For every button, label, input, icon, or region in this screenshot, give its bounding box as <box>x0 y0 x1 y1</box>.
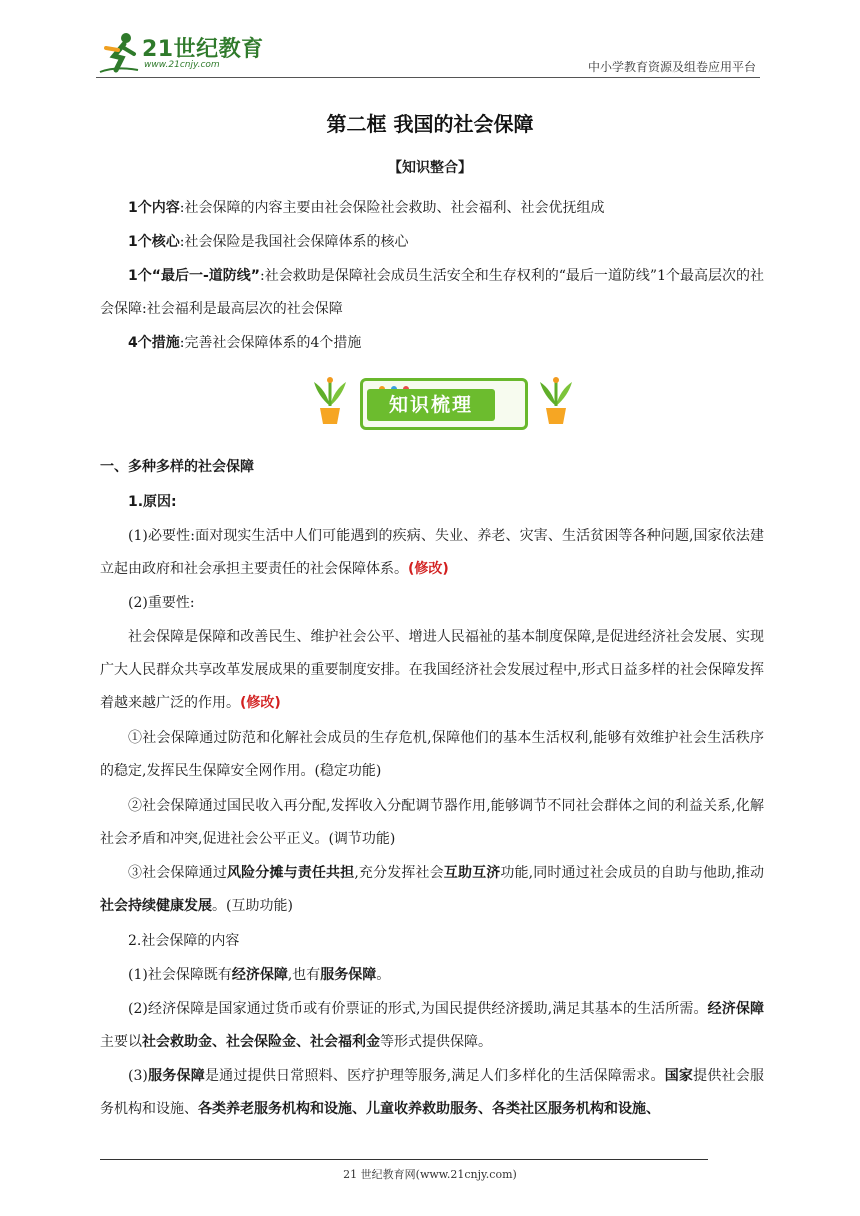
content-item-1: (1)社会保障既有经济保障,也有服务保障。 <box>128 967 391 983</box>
necessity-paragraph: (1)必要性:面对现实生活中人们可能遇到的疾病、失业、养老、灾害、生活贫困等各种问题,国家依法建立起由政府和社会承担主要责任的社会保障体系。(修改) <box>100 528 764 577</box>
section-heading: 一、多种多样的社会保障 <box>100 459 254 475</box>
page-title: 第二框 我国的社会保障 <box>326 112 534 136</box>
summary-line-2 <box>100 226 764 259</box>
function-stability: ①社会保障通过防范和化解社会成员的生存危机,保障他们的基本生活权利,能够有效维护社会生活秩序的稳定,发挥民生保障安全网作用。(稳定功能) <box>100 730 764 779</box>
summary-text: :社会救助是保障社会成员生活安全和生存权利的“最后一道防线”1个最高层次的社会保障:社会福利是最高层次的社会保障 <box>100 268 764 317</box>
banner-frame <box>360 378 528 430</box>
section-heading: 2.社会保障的内容 <box>128 933 240 949</box>
summary-line-3 <box>100 260 764 326</box>
summary-line-4 <box>100 327 764 360</box>
modified-tag: (修改) <box>408 561 449 577</box>
function-mutual-aid: ③社会保障通过风险分摊与责任共担,充分发挥社会互助互济功能,同时通过社会成员的自助与他助,推动社会持续健康发展。(互助功能) <box>100 865 765 914</box>
footer-link[interactable]: 21 世纪教育网(www.21cnjy.com) <box>343 1168 517 1181</box>
modified-tag: (修改) <box>240 695 281 711</box>
importance-label: (2)重要性: <box>128 595 195 611</box>
logo-url: www.21cnjy.com <box>144 60 220 70</box>
footer-divider <box>100 1159 708 1160</box>
summary-text: :完善社会保障体系的4个措施 <box>179 335 362 351</box>
site-logo[interactable] <box>96 30 266 78</box>
summary-label: 1个核心 <box>128 234 180 250</box>
logo-text: 21世纪教育 <box>142 37 264 62</box>
page-header <box>96 30 760 78</box>
header-divider <box>96 77 760 78</box>
importance-paragraph: 社会保障是保障和改善民生、维护社会公平、增进人民福祉的基本制度保障,是促进经济社会发展、实现广大人民群众共享改革发展成果的重要制度安排。在我国经济社会发展过程中,形式日益多样的社会保障发挥着越来越广泛的作用。(修改) <box>100 629 764 711</box>
banner-title: 知识梳理 <box>367 389 495 421</box>
summary-label: 1个“最后一-道防线” <box>128 268 260 284</box>
reason-label: 1.原因: <box>128 494 177 510</box>
knowledge-banner <box>308 372 578 432</box>
content-item-3: (3)服务保障是通过提供日常照料、医疗护理等服务,满足人们多样化的生活保障需求。国家提供社会服务机构和设施、各类养老服务机构和设施、儿童收养救助服务、各类社区服务机构和设施、 <box>100 1068 765 1117</box>
platform-tagline: 中小学教育资源及组卷应用平台 <box>587 60 756 74</box>
summary-text: :社会保障的内容主要由社会保险社会救助、社会福利、社会优抚组成 <box>179 200 605 216</box>
summary-text: :社会保险是我国社会保障体系的核心 <box>179 234 409 250</box>
plant-icon <box>538 376 574 426</box>
summary-label: 1个内容 <box>128 200 180 216</box>
function-regulation: ②社会保障通过国民收入再分配,发挥收入分配调节器作用,能够调节不同社会群体之间的利益关系,化解社会矛盾和冲突,促进社会公平正义。(调节功能) <box>100 798 764 847</box>
runner-logo-icon <box>96 30 142 76</box>
section-subtitle: 【知识整合】 <box>388 160 472 176</box>
summary-label: 4个措施 <box>128 335 180 351</box>
plant-icon <box>312 376 348 426</box>
summary-line-1 <box>100 192 764 225</box>
content-item-2: (2)经济保障是国家通过货币或有价票证的形式,为国民提供经济援助,满足其基本的生活所需。经济保障主要以社会救助金、社会保险金、社会福利金等形式提供保障。 <box>100 1001 765 1050</box>
